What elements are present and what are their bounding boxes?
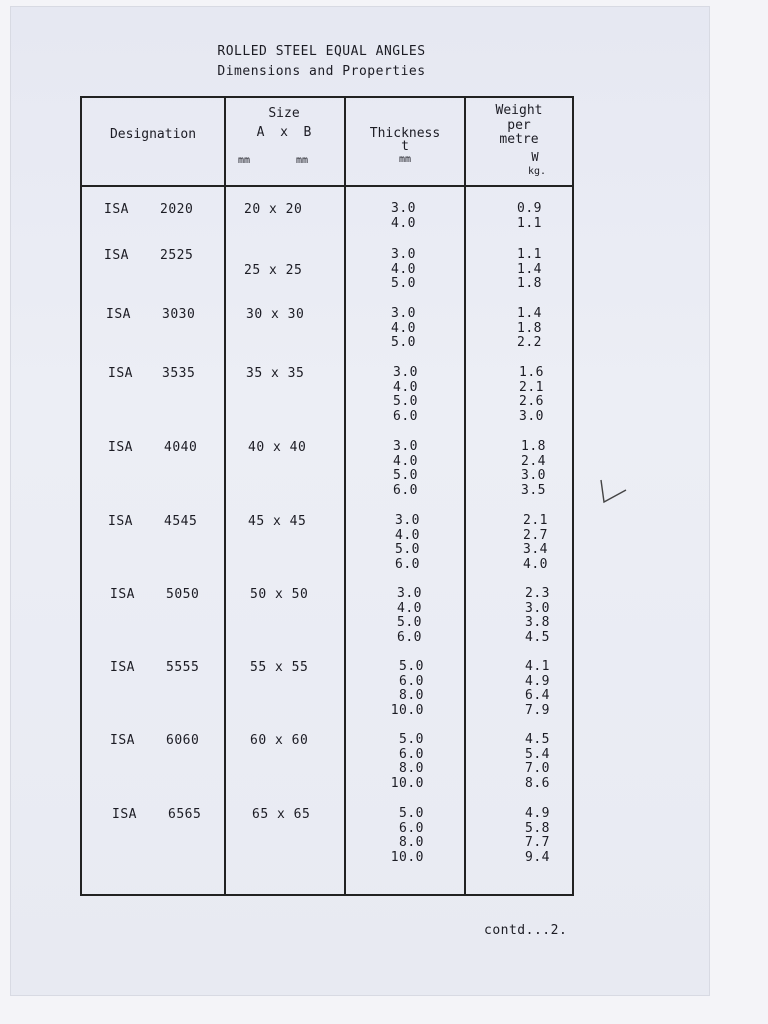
thickness-value: 5.0 — [395, 542, 420, 557]
thickness-value: 10.0 — [390, 849, 424, 865]
weight-value: 4.1 — [525, 659, 550, 674]
row-thickness — [388, 587, 422, 645]
header-designation: Designation — [109, 127, 197, 142]
row-size: 55 x 55 — [250, 660, 309, 675]
thickness-value: 3.0 — [397, 586, 422, 601]
row-size: 30 x 30 — [246, 307, 305, 322]
row-weight — [512, 366, 544, 424]
row-code: 2525 — [160, 248, 194, 263]
row-prefix: ISA — [112, 807, 137, 822]
header-weight-3: metre — [499, 132, 539, 147]
column-divider — [344, 98, 346, 894]
checkmark-icon — [598, 478, 628, 508]
weight-value: 8.6 — [525, 775, 550, 791]
header-weight-1: Weight — [495, 103, 543, 118]
thickness-value: 5.0 — [399, 659, 424, 674]
header-weight-unit: kg. — [527, 166, 547, 177]
thickness-value: 8.0 — [399, 761, 424, 776]
thickness-value: 4.0 — [393, 379, 418, 395]
weight-value: 1.8 — [517, 320, 542, 336]
weight-value: 2.1 — [519, 379, 544, 395]
weight-value: 1.8 — [517, 276, 542, 291]
thickness-value: 5.0 — [399, 806, 424, 821]
weight-value: 2.3 — [525, 586, 550, 601]
row-thickness — [386, 514, 420, 572]
row-prefix: ISA — [110, 733, 135, 748]
weight-value: 1.4 — [517, 306, 542, 321]
row-weight — [512, 248, 542, 292]
row-weight — [516, 807, 550, 865]
weight-value: 3.5 — [521, 482, 546, 498]
thickness-value: 8.0 — [399, 835, 424, 850]
thickness-value: 6.0 — [397, 629, 422, 645]
row-weight — [512, 202, 542, 231]
header-size-unit-a: mm — [237, 155, 251, 166]
title-line-2: Dimensions and Properties — [217, 64, 426, 79]
weight-value: 4.9 — [525, 806, 550, 821]
thickness-value: 5.0 — [397, 615, 422, 630]
row-code: 5555 — [166, 660, 200, 675]
row-prefix: ISA — [108, 514, 133, 529]
weight-value: 1.4 — [517, 261, 542, 277]
row-prefix: ISA — [108, 440, 133, 455]
row-size: 35 x 35 — [246, 366, 305, 381]
row-thickness — [380, 807, 424, 865]
weight-value: 9.4 — [525, 849, 550, 865]
row-size: 45 x 45 — [248, 514, 307, 529]
header-thickness-symbol: t — [401, 139, 409, 154]
thickness-value: 6.0 — [395, 556, 420, 572]
title-line-1: ROLLED STEEL EQUAL ANGLES — [217, 44, 426, 59]
thickness-value: 6.0 — [399, 820, 424, 836]
row-size: 40 x 40 — [248, 440, 307, 455]
row-code: 3030 — [162, 307, 196, 322]
thickness-value: 8.0 — [399, 688, 424, 703]
row-size: 50 x 50 — [250, 587, 309, 602]
weight-value: 4.0 — [523, 556, 548, 572]
document-title — [0, 42, 643, 82]
thickness-value: 4.0 — [391, 320, 416, 336]
thickness-value: 4.0 — [391, 261, 416, 277]
row-weight — [516, 587, 550, 645]
row-prefix: ISA — [106, 307, 131, 322]
row-thickness — [384, 440, 418, 498]
row-code: 3535 — [162, 366, 196, 381]
row-prefix: ISA — [108, 366, 133, 381]
weight-value: 4.9 — [525, 673, 550, 689]
thickness-value: 5.0 — [391, 276, 416, 291]
continued-note: contd...2. — [484, 923, 568, 938]
weight-value: 3.0 — [525, 600, 550, 616]
row-size: 20 x 20 — [244, 202, 303, 217]
row-thickness — [384, 366, 418, 424]
row-code: 6565 — [168, 807, 202, 822]
row-prefix: ISA — [110, 660, 135, 675]
row-code: 4040 — [164, 440, 198, 455]
row-code: 4545 — [164, 514, 198, 529]
row-prefix: ISA — [104, 202, 129, 217]
header-weight-2: per — [507, 118, 531, 133]
header-size: Size — [268, 106, 300, 121]
weight-value: 2.4 — [521, 453, 546, 469]
thickness-value: 10.0 — [390, 702, 424, 718]
row-weight — [514, 514, 548, 572]
column-divider — [224, 98, 226, 894]
thickness-value: 5.0 — [393, 468, 418, 483]
header-thickness-unit: mm — [398, 154, 412, 165]
weight-value: 2.2 — [517, 335, 542, 350]
thickness-value: 3.0 — [391, 247, 416, 262]
thickness-value: 6.0 — [393, 408, 418, 424]
thickness-value: 10.0 — [390, 775, 424, 791]
thickness-value: 6.0 — [399, 746, 424, 762]
thickness-value: 4.0 — [397, 600, 422, 616]
row-prefix: ISA — [104, 248, 129, 263]
header-size-sub: A x B — [256, 125, 312, 140]
weight-value: 1.1 — [517, 215, 542, 231]
row-size: 65 x 65 — [252, 807, 311, 822]
row-code: 2020 — [160, 202, 194, 217]
thickness-value: 5.0 — [399, 732, 424, 747]
row-thickness — [382, 202, 416, 231]
column-divider — [464, 98, 466, 894]
weight-value: 4.5 — [525, 629, 550, 645]
weight-value: 3.8 — [525, 615, 550, 630]
thickness-value: 4.0 — [393, 453, 418, 469]
thickness-value: 5.0 — [393, 394, 418, 409]
row-prefix: ISA — [110, 587, 135, 602]
row-size: 60 x 60 — [250, 733, 309, 748]
thickness-value: 3.0 — [393, 439, 418, 454]
row-thickness — [380, 660, 424, 718]
row-weight — [516, 660, 550, 718]
thickness-value: 3.0 — [395, 513, 420, 528]
row-weight — [512, 307, 542, 351]
row-thickness — [380, 733, 424, 791]
row-weight — [514, 440, 546, 498]
thickness-value: 3.0 — [391, 306, 416, 321]
row-code: 6060 — [166, 733, 200, 748]
row-code: 5050 — [166, 587, 200, 602]
weight-value: 5.4 — [525, 746, 550, 762]
header-thickness: Thickness — [369, 126, 441, 141]
row-thickness — [382, 248, 416, 292]
thickness-value: 5.0 — [391, 335, 416, 350]
weight-value: 3.4 — [523, 542, 548, 557]
row-weight — [516, 733, 550, 791]
weight-value: 2.6 — [519, 394, 544, 409]
weight-value: 7.7 — [525, 835, 550, 850]
thickness-value: 3.0 — [391, 201, 416, 216]
row-thickness — [382, 307, 416, 351]
weight-value: 2.1 — [523, 513, 548, 528]
weight-value: 7.0 — [525, 761, 550, 776]
weight-value: 5.8 — [525, 820, 550, 836]
thickness-value: 6.0 — [399, 673, 424, 689]
weight-value: 1.8 — [521, 439, 546, 454]
header-weight-symbol: W — [531, 150, 539, 164]
weight-value: 0.9 — [517, 201, 542, 216]
thickness-value: 3.0 — [393, 365, 418, 380]
weight-value: 2.7 — [523, 527, 548, 543]
thickness-value: 4.0 — [391, 215, 416, 231]
thickness-value: 4.0 — [395, 527, 420, 543]
header-divider — [82, 185, 572, 187]
weight-value: 3.0 — [519, 408, 544, 424]
angles-table — [80, 96, 574, 896]
weight-value: 7.9 — [525, 702, 550, 718]
thickness-value: 6.0 — [393, 482, 418, 498]
weight-value: 4.5 — [525, 732, 550, 747]
weight-value: 3.0 — [521, 468, 546, 483]
weight-value: 1.6 — [519, 365, 544, 380]
row-size: 25 x 25 — [244, 263, 303, 278]
weight-value: 1.1 — [517, 247, 542, 262]
weight-value: 6.4 — [525, 688, 550, 703]
header-size-unit-b: mm — [295, 155, 309, 166]
